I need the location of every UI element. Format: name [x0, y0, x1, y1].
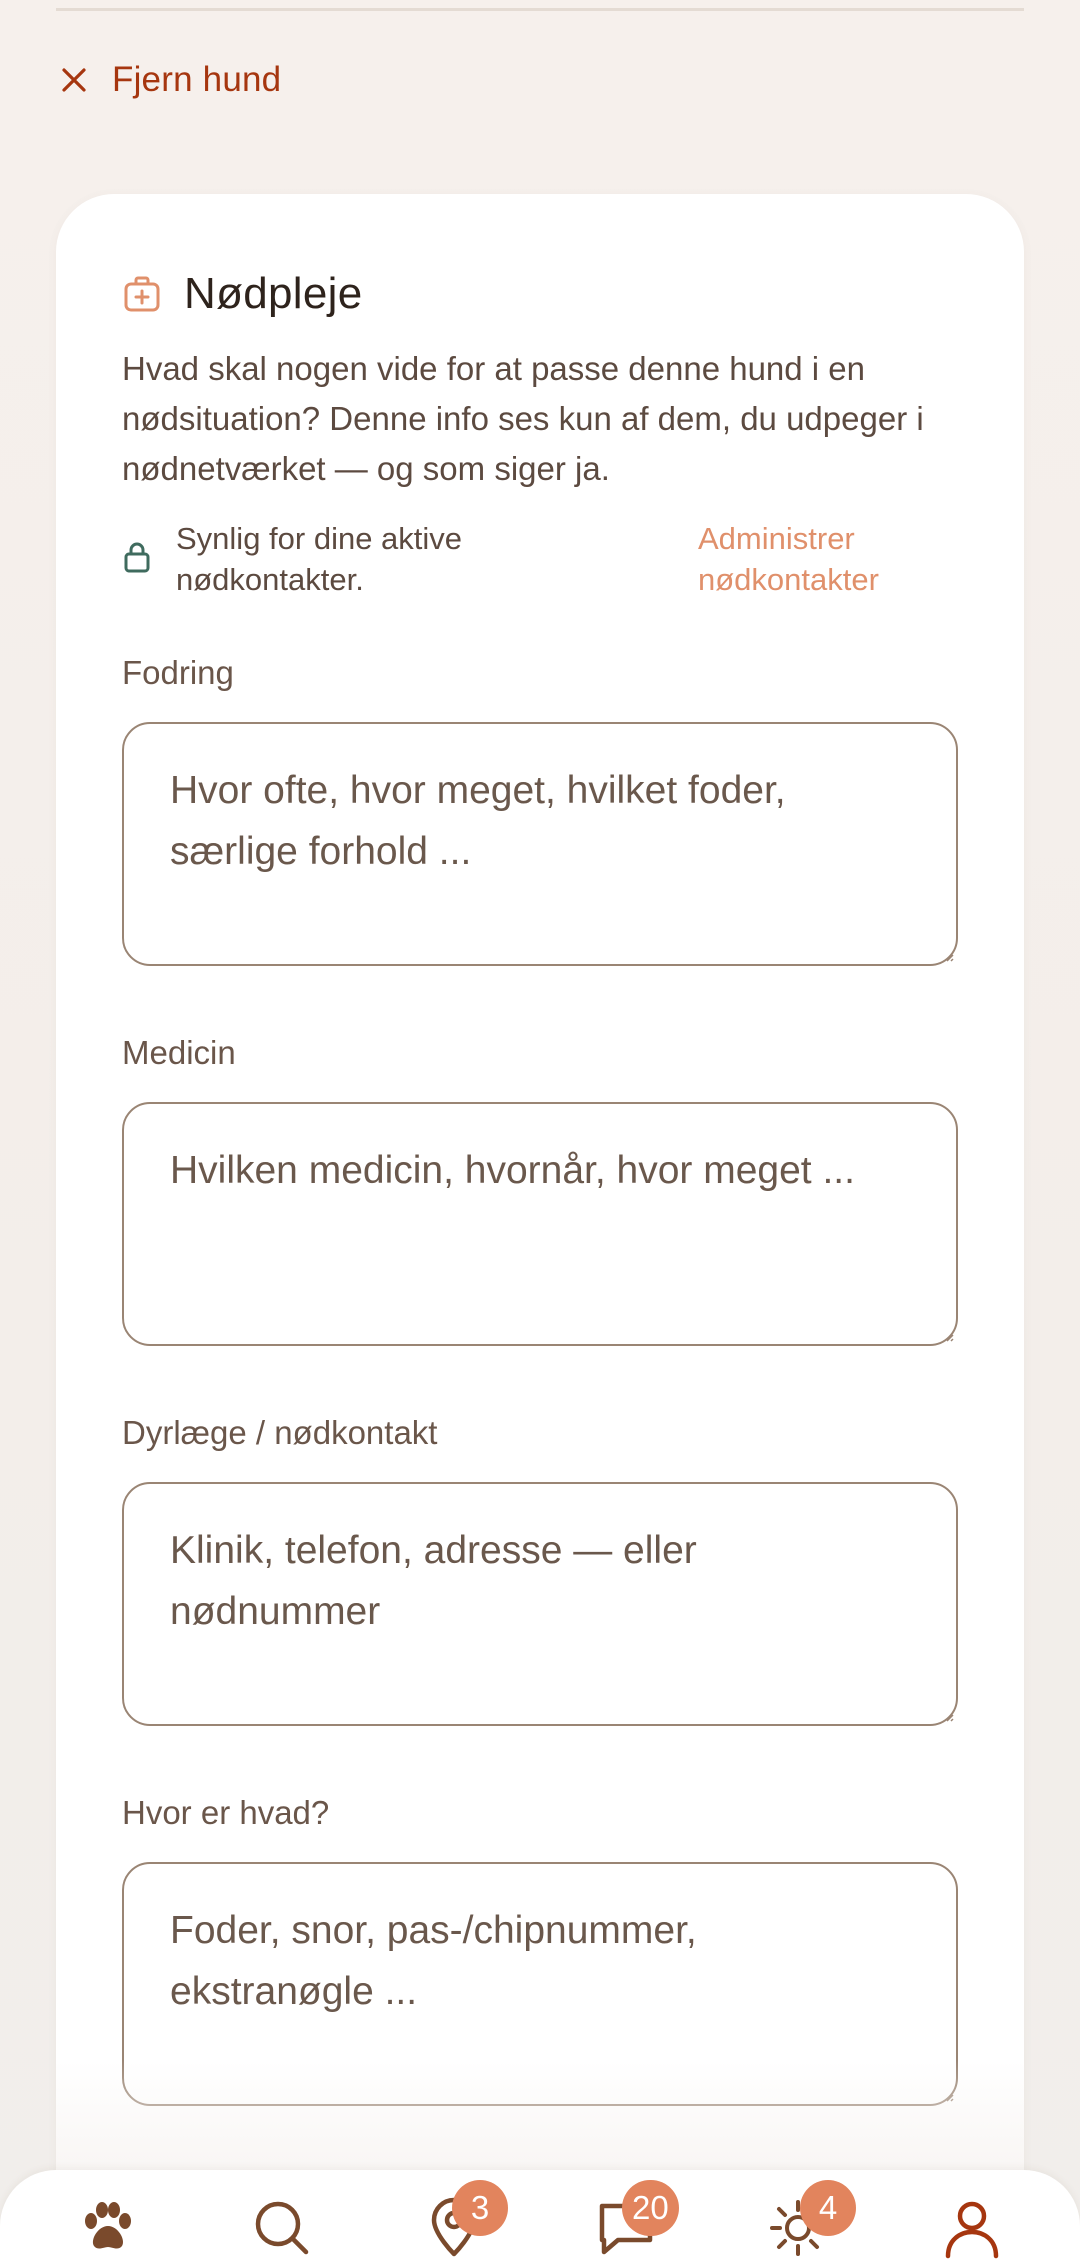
emergency-care-card — [56, 194, 1024, 2268]
card-description: Hvad skal nogen vide for at passe denne hund i en nødsituation? Denne info ses kun af dem, du udpeger i nødnetværket — og som siger ja. — [122, 350, 924, 487]
feeding-textarea[interactable] — [122, 722, 958, 966]
where-is-what-placeholder: Foder, snor, pas-/chipnummer, ekstranøgle ... — [170, 1909, 697, 2013]
medicine-label: Medicin — [122, 1034, 236, 1071]
paw-icon — [76, 2196, 140, 2260]
card-title: Nødpleje — [184, 269, 363, 318]
medicine-placeholder: Hvilken medicin, hvornår, hvor meget ... — [170, 1149, 855, 1192]
walks-badge: 4 — [800, 2180, 856, 2236]
search-icon — [250, 2196, 314, 2260]
manage-contacts-link[interactable]: Administrer nødkontakter — [698, 521, 879, 597]
resize-handle-icon[interactable] — [944, 952, 954, 962]
bottom-navigation — [0, 2170, 1080, 2268]
vet-contact-placeholder: Klinik, telefon, adresse — eller nødnummer — [170, 1529, 697, 1633]
person-icon — [940, 2196, 1004, 2260]
messages-badge: 20 — [622, 2180, 679, 2236]
nav-dogs[interactable] — [76, 2196, 140, 2260]
remove-dog-button[interactable] — [56, 52, 281, 108]
medicine-textarea[interactable] — [122, 1102, 958, 1346]
vet-contact-label: Dyrlæge / nødkontakt — [122, 1414, 438, 1451]
card-header — [122, 264, 363, 324]
remove-dog-label: Fjern hund — [112, 60, 282, 99]
resize-handle-icon[interactable] — [944, 1332, 954, 1342]
feeding-placeholder: Hvor ofte, hvor meget, hvilket foder, særlige forhold ... — [170, 769, 786, 873]
resize-handle-icon[interactable] — [944, 1712, 954, 1722]
visibility-row — [122, 518, 972, 608]
where-is-what-label: Hvor er hvad? — [122, 1794, 330, 1831]
nav-profile[interactable] — [940, 2196, 1004, 2260]
scroll-fade — [56, 2060, 1024, 2170]
vet-contact-textarea[interactable] — [122, 1482, 958, 1726]
first-aid-kit-icon — [122, 274, 162, 314]
close-icon — [56, 62, 92, 98]
visibility-text: Synlig for dine aktive nødkontakter. — [176, 521, 463, 597]
feeding-label: Fodring — [122, 654, 234, 691]
nav-search[interactable] — [250, 2196, 314, 2260]
lock-icon — [122, 540, 152, 574]
places-badge: 3 — [452, 2180, 508, 2236]
divider — [56, 8, 1024, 11]
